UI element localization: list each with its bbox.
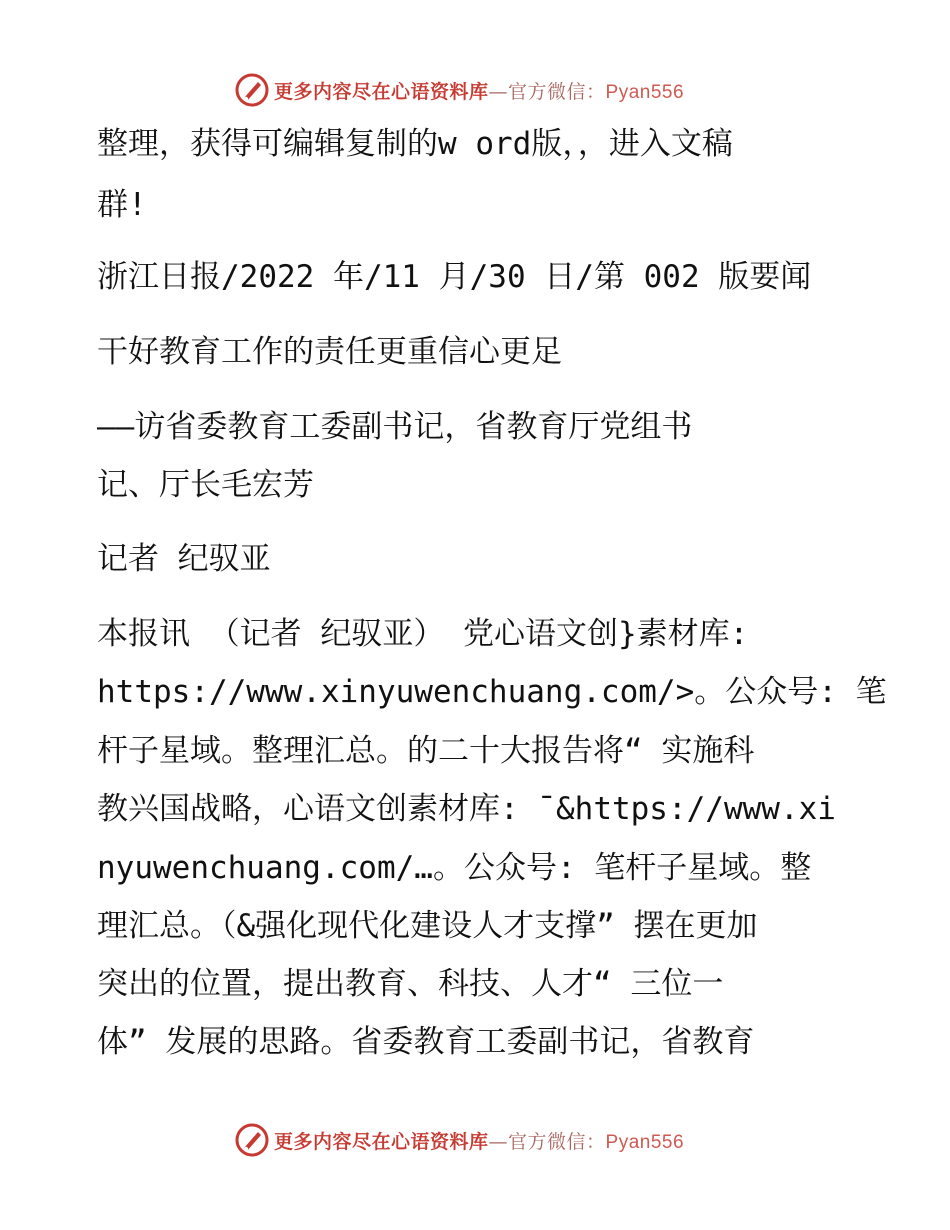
watermark-brand: 更多内容尽在心语资料库	[274, 80, 489, 103]
watermark-text	[274, 1127, 684, 1154]
pen-logo-icon	[234, 1122, 270, 1158]
article-subtitle: ——访省委教育工委副书记，省教育厅党组书	[97, 409, 693, 445]
byline: 记者 纪驭亚	[97, 541, 271, 577]
body-line: 本报讯 （记者 纪驭亚） 党心语文创}素材库:	[97, 616, 749, 652]
watermark-label: 官方微信：	[508, 80, 606, 103]
watermark-account: Pyan556	[605, 1131, 685, 1153]
watermark-separator: —	[488, 80, 509, 103]
watermark-header	[234, 70, 714, 110]
body-line: 教兴国战略，心语文创素材库: ¯&https://www.xi	[97, 791, 836, 827]
dateline: 浙江日报/2022 年/11 月/30 日/第 002 版要闻	[97, 259, 812, 295]
watermark-separator: —	[488, 1130, 509, 1153]
watermark-text	[274, 77, 684, 104]
article-title: 干好教育工作的责任更重信心更足	[97, 334, 562, 370]
pen-logo-icon	[234, 72, 270, 108]
body-line: 整理，获得可编辑复制的w ord版，，进入文稿	[97, 126, 733, 162]
body-line: https://www.xinyuwenchuang.com/>。公众号: 笔	[97, 674, 887, 710]
body-line: 杆子星域。整理汇总。的二十大报告将“ 实施科	[97, 733, 755, 769]
article-subtitle-cont: 记、厅长毛宏芳	[97, 467, 314, 503]
body-line: nyuwenchuang.com/…。公众号: 笔杆子星域。整	[97, 850, 812, 886]
body-line: 理汇总。（&强化现代化建设人才支撑” 摆在更加	[97, 908, 758, 944]
watermark-footer	[234, 1120, 714, 1160]
watermark-account: Pyan556	[605, 81, 685, 103]
watermark-brand: 更多内容尽在心语资料库	[274, 1130, 489, 1153]
body-line: 群!	[97, 187, 147, 223]
body-line: 体” 发展的思路。省委教育工委副书记，省教育	[97, 1024, 755, 1060]
watermark-label: 官方微信：	[508, 1130, 606, 1153]
body-line: 突出的位置，提出教育、科技、人才“ 三位一	[97, 966, 724, 1002]
